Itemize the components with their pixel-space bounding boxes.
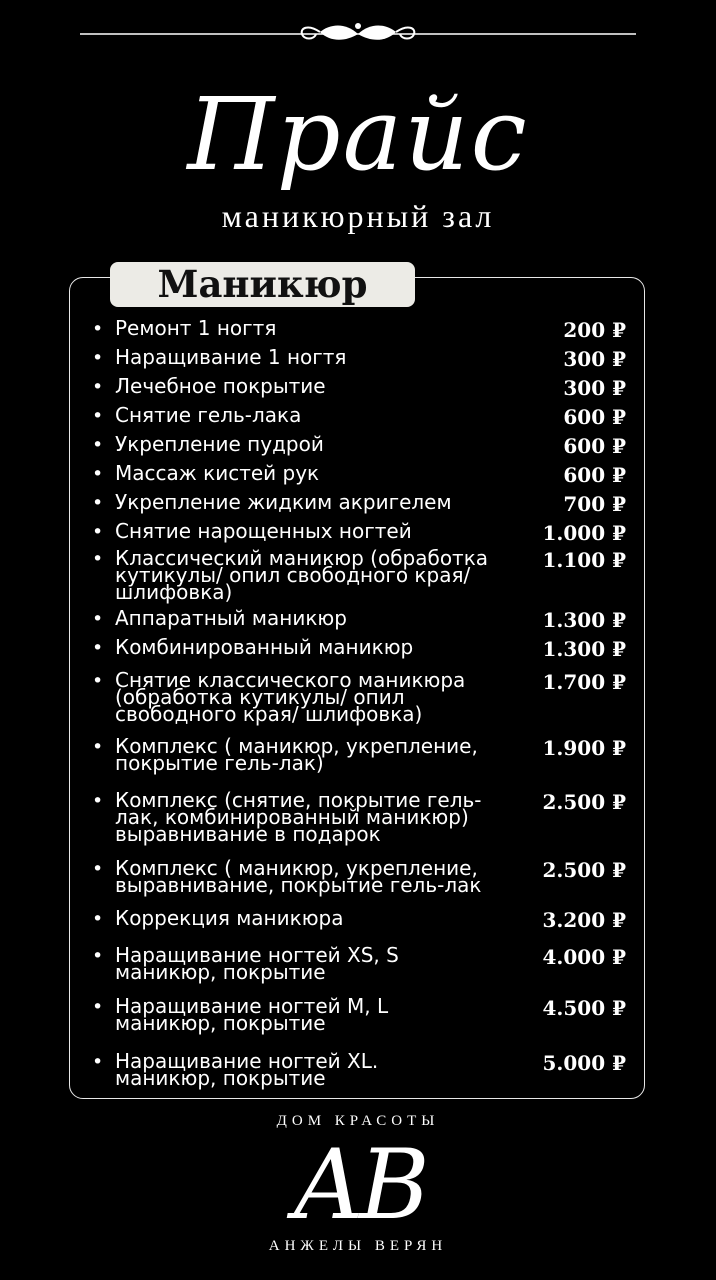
item-price: 300 ₽ — [563, 347, 626, 371]
item-name: Массаж кистей рук — [115, 461, 320, 485]
item-name: Комплекс (снятие, покрытие гель- лак, комбинированный маникюр) выравнивание в подарок — [115, 788, 482, 846]
bullet-icon: • — [92, 521, 104, 543]
item-price: 600 ₽ — [563, 405, 626, 429]
item-price: 600 ₽ — [563, 434, 626, 458]
bullet-icon: • — [92, 670, 104, 692]
item-name: Укрепление пудрой — [115, 432, 324, 456]
item-price: 200 ₽ — [563, 318, 626, 342]
bullet-icon: • — [92, 1051, 104, 1073]
item-name: Наращивание 1 ногтя — [115, 345, 347, 369]
bullet-icon: • — [92, 434, 104, 456]
item-price: 1.300 ₽ — [542, 608, 626, 632]
bullet-icon: • — [92, 858, 104, 880]
bullet-icon: • — [92, 790, 104, 812]
bullet-icon: • — [92, 945, 104, 967]
item-name: Наращивание ногтей XS, S маникюр, покрытие — [115, 943, 399, 984]
item-name: Снятие классического маникюра (обработка кутикулы/ опил свободного края/ шлифовка) — [115, 668, 466, 726]
item-price: 3.200 ₽ — [542, 908, 626, 932]
item-price: 1.700 ₽ — [542, 670, 626, 694]
bullet-icon: • — [92, 736, 104, 758]
item-price: 700 ₽ — [563, 492, 626, 516]
footer-brand-bottom: АНЖЕЛЫ ВЕРЯН — [268, 1238, 448, 1254]
item-price: 5.000 ₽ — [542, 1051, 626, 1075]
item-name: Снятие нарощенных ногтей — [115, 519, 412, 543]
bullet-icon: • — [92, 376, 104, 398]
item-price: 2.500 ₽ — [542, 790, 626, 814]
item-name: Классический маникюр (обработка кутикулы/ опил свободного края/ шлифовка) — [115, 546, 489, 604]
bullet-icon: • — [92, 463, 104, 485]
item-name: Снятие гель-лака — [115, 403, 302, 427]
item-name: Комплекс ( маникюр, укрепление, покрытие гель-лак) — [115, 734, 478, 775]
item-name: Коррекция маникюра — [115, 906, 344, 930]
item-price: 2.500 ₽ — [542, 858, 626, 882]
item-price: 1.000 ₽ — [542, 521, 626, 545]
item-price: 1.300 ₽ — [542, 637, 626, 661]
item-price: 4.000 ₽ — [542, 945, 626, 969]
bullet-icon: • — [92, 347, 104, 369]
section-title: Маникюр — [110, 262, 415, 307]
footer-brand-top: ДОМ КРАСОТЫ — [276, 1113, 440, 1129]
item-price: 1.900 ₽ — [542, 736, 626, 760]
item-price: 300 ₽ — [563, 376, 626, 400]
item-price: 4.500 ₽ — [542, 996, 626, 1020]
bullet-icon: • — [92, 996, 104, 1018]
item-name: Комплекс ( маникюр, укрепление, выравнивание, покрытие гель-лак — [115, 856, 482, 897]
bullet-icon: • — [92, 908, 104, 930]
item-name: Лечебное покрытие — [115, 374, 326, 398]
item-name: Комбинированный маникюр — [115, 635, 414, 659]
bullet-icon: • — [92, 318, 104, 340]
item-name: Аппаратный маникюр — [115, 606, 347, 630]
bullet-icon: • — [92, 548, 104, 570]
item-name: Наращивание ногтей XL. маникюр, покрытие — [115, 1049, 379, 1090]
item-name: Ремонт 1 ногтя — [115, 316, 277, 340]
item-name: Наращивание ногтей M, L маникюр, покрытие — [115, 994, 389, 1035]
item-price: 600 ₽ — [563, 463, 626, 487]
bullet-icon: • — [92, 608, 104, 630]
item-price: 1.100 ₽ — [542, 548, 626, 572]
item-name: Укрепление жидким акригелем — [115, 490, 452, 514]
top-ornament — [80, 20, 636, 50]
page-title: Прайс — [187, 76, 529, 193]
bullet-icon: • — [92, 405, 104, 427]
bullet-icon: • — [92, 637, 104, 659]
bullet-icon: • — [92, 492, 104, 514]
brand-monogram: АВ — [292, 1129, 424, 1241]
page-subtitle: маникюрный зал — [221, 198, 495, 234]
